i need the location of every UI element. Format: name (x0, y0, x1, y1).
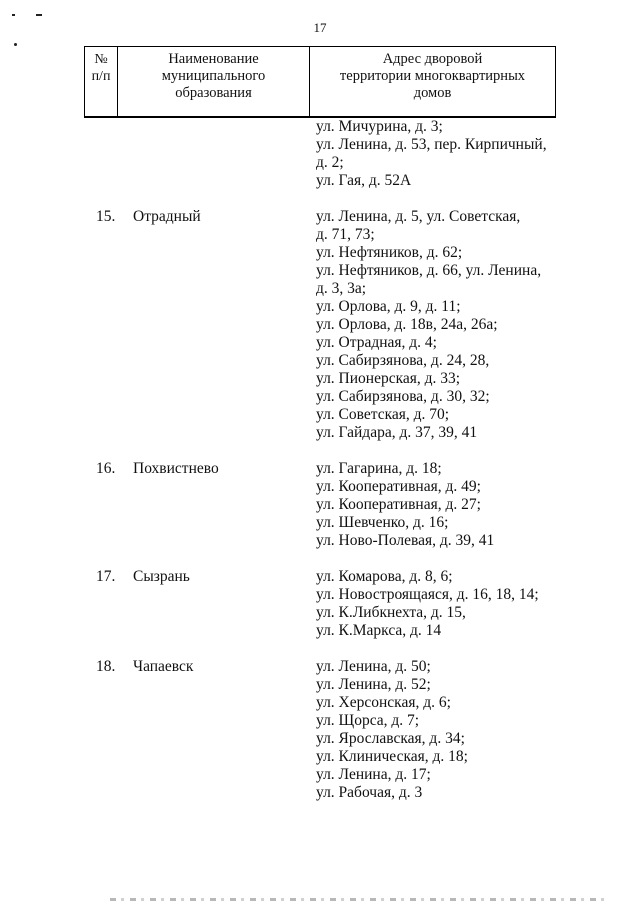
header-name-line: Наименование (168, 51, 259, 67)
header-address-line: Адрес дворовой (382, 51, 483, 67)
scan-mark (12, 14, 15, 16)
scan-dot (14, 43, 17, 46)
header-address-line: территории многоквартирных (339, 68, 526, 84)
address-line: ул. Ново-Полевая, д. 39, 41 (316, 532, 495, 549)
address-line: ул. Гагарина, д. 18; (316, 460, 442, 477)
row-number: 16. (96, 460, 116, 477)
scan-mark (36, 14, 42, 16)
address-line: ул. Гая, д. 52А (316, 172, 412, 189)
address-line: д. 71, 73; (316, 226, 375, 243)
header-name-line: муниципального (161, 68, 266, 84)
address-line: ул. Советская, д. 70; (316, 406, 450, 423)
municipality-name: Сызрань (133, 568, 190, 585)
header-number-line: № (94, 52, 108, 67)
row-spacer (0, 640, 640, 658)
header-name-cell (118, 47, 310, 116)
address-line: ул. Ленина, д. 50; (316, 658, 431, 675)
address-line: ул. Рабочая, д. 3 (316, 784, 423, 801)
address-line: д. 3, 3а; (316, 280, 367, 297)
address-line: ул. Комарова, д. 8, 6; (316, 568, 453, 585)
address-line: ул. Ярославская, д. 34; (316, 730, 465, 747)
address-list (316, 208, 640, 442)
address-list (316, 460, 640, 550)
table-row (0, 208, 640, 442)
address-line: ул. Клиническая, д. 18; (316, 748, 468, 765)
address-line: ул. Мичурина, д. 3; (316, 118, 443, 135)
address-line: ул. К.Либкнехта, д. 15, (316, 604, 466, 621)
address-line: ул. Кооперативная, д. 49; (316, 478, 481, 495)
row-spacer (0, 442, 640, 460)
table-header (84, 46, 556, 118)
address-line: ул. К.Маркса, д. 14 (316, 622, 442, 639)
address-line: ул. Шевченко, д. 16; (316, 514, 449, 531)
address-line: ул. Сабирзянова, д. 30, 32; (316, 388, 490, 405)
municipality-name: Чапаевск (133, 658, 194, 675)
address-line: ул. Ленина, д. 17; (316, 766, 431, 783)
header-number-line: п/п (91, 69, 111, 84)
table-body (0, 118, 640, 802)
row-spacer (0, 550, 640, 568)
address-line: ул. Херсонская, д. 6; (316, 694, 451, 711)
header-number-cell (85, 47, 118, 116)
address-line: ул. Орлова, д. 18в, 24а, 26а; (316, 316, 498, 333)
scan-edge-noise (110, 898, 610, 901)
address-line: ул. Кооперативная, д. 27; (316, 496, 481, 513)
address-line: ул. Гайдара, д. 37, 39, 41 (316, 424, 478, 441)
address-line: ул. Ленина, д. 5, ул. Советская, (316, 208, 521, 225)
address-line: ул. Нефтяников, д. 62; (316, 244, 463, 261)
row-number: 18. (96, 658, 116, 675)
table-row (0, 568, 640, 640)
address-list (316, 118, 640, 190)
row-spacer (0, 190, 640, 208)
address-list (316, 568, 640, 640)
row-number: 15. (96, 208, 116, 225)
address-line: д. 2; (316, 154, 344, 171)
address-line: ул. Ленина, д. 52; (316, 676, 431, 693)
address-line: ул. Щорса, д. 7; (316, 712, 420, 729)
address-line: ул. Нефтяников, д. 66, ул. Ленина, (316, 262, 542, 279)
municipality-name: Похвистнево (133, 460, 219, 477)
continuation-row (0, 118, 640, 190)
address-line: ул. Орлова, д. 9, д. 11; (316, 298, 461, 315)
table-row (0, 460, 640, 550)
address-line: ул. Сабирзянова, д. 24, 28, (316, 352, 490, 369)
page-number: 17 (313, 20, 327, 35)
address-line: ул. Новостроящаяся, д. 16, 18, 14; (316, 586, 539, 603)
header-name-line: образования (175, 85, 252, 101)
municipality-name: Отрадный (133, 208, 201, 225)
address-line: ул. Ленина, д. 53, пер. Кирпичный, (316, 136, 547, 153)
header-address-line: домов (413, 85, 452, 101)
address-line: ул. Пионерская, д. 33; (316, 370, 461, 387)
table-row (0, 658, 640, 802)
row-number: 17. (96, 568, 116, 585)
header-address-cell (310, 47, 555, 116)
address-line: ул. Отрадная, д. 4; (316, 334, 437, 351)
address-list (316, 658, 640, 802)
